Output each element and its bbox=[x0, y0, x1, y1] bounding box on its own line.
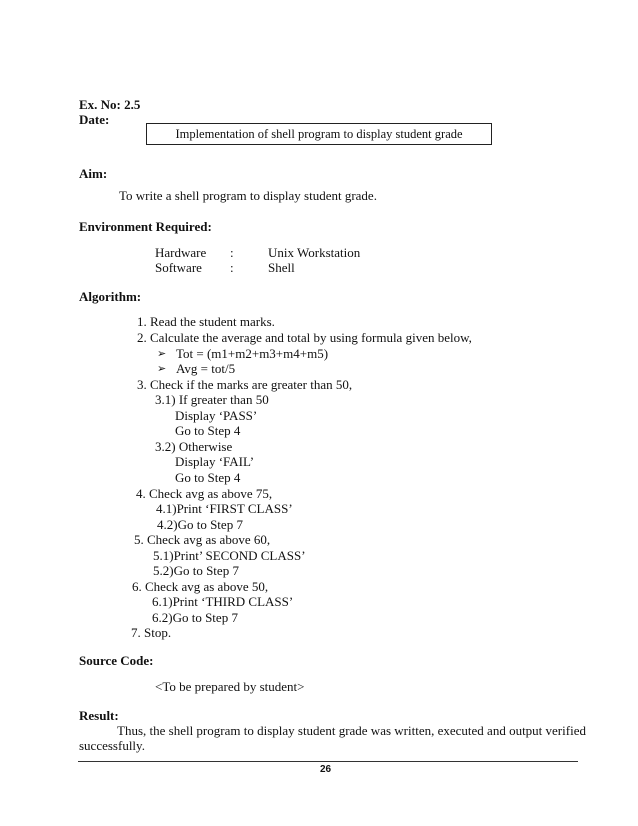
algo-line: Display ‘FAIL’ bbox=[175, 454, 255, 469]
page-number: 26 bbox=[320, 764, 332, 775]
algo-line: 6.2)Go to Step 7 bbox=[152, 610, 238, 625]
env-software-sep: : bbox=[230, 260, 234, 275]
algo-step-2: 2. Calculate the average and total by using formula given below, bbox=[137, 330, 472, 345]
footer-divider bbox=[78, 761, 578, 762]
algo-formula-average: Avg = tot/5 bbox=[176, 361, 236, 376]
algo-step-5: 5. Check avg as above 60, bbox=[134, 532, 271, 547]
algo-line: 5.1)Print’ SECOND CLASS’ bbox=[153, 548, 306, 563]
env-software-label: Software bbox=[155, 260, 202, 275]
result-text-line-2: successfully. bbox=[79, 738, 145, 753]
result-heading: Result: bbox=[79, 708, 119, 723]
algo-step-7: 7. Stop. bbox=[131, 625, 172, 640]
exercise-title: Implementation of shell program to display student grade bbox=[175, 126, 463, 141]
algo-line: 6.1)Print ‘THIRD CLASS’ bbox=[152, 594, 294, 609]
aim-text: To write a shell program to display student grade. bbox=[119, 188, 377, 203]
env-software-value: Shell bbox=[268, 260, 295, 275]
algo-line: 5.2)Go to Step 7 bbox=[153, 563, 239, 578]
bullet-arrow-icon: ➢ bbox=[157, 363, 167, 375]
algo-line: Go to Step 4 bbox=[175, 470, 241, 485]
algo-line: 4.2)Go to Step 7 bbox=[157, 517, 243, 532]
source-code-heading: Source Code: bbox=[79, 653, 154, 668]
exercise-number: Ex. No: 2.5 bbox=[79, 97, 141, 112]
source-code-text: <To be prepared by student> bbox=[155, 679, 305, 694]
date-label: Date: bbox=[79, 112, 110, 127]
algo-step-3: 3. Check if the marks are greater than 50, bbox=[137, 377, 353, 392]
algo-step-4: 4. Check avg as above 75, bbox=[136, 486, 273, 501]
algo-line: 4.1)Print ‘FIRST CLASS’ bbox=[156, 501, 293, 516]
result-text-line-1: Thus, the shell program to display student grade was written, executed and output verified bbox=[117, 723, 586, 738]
algo-line: Display ‘PASS’ bbox=[175, 408, 258, 423]
env-hardware-value: Unix Workstation bbox=[268, 245, 361, 260]
algo-step-3-2: 3.2) Otherwise bbox=[155, 439, 233, 454]
environment-heading: Environment Required: bbox=[79, 219, 212, 234]
env-hardware-sep: : bbox=[230, 245, 234, 260]
algo-line: Go to Step 4 bbox=[175, 423, 241, 438]
algorithm-heading: Algorithm: bbox=[79, 289, 142, 304]
bullet-arrow-icon: ➢ bbox=[157, 348, 167, 360]
aim-heading: Aim: bbox=[79, 166, 108, 181]
algo-step-6: 6. Check avg as above 50, bbox=[132, 579, 269, 594]
algo-formula-total: Tot = (m1+m2+m3+m4+m5) bbox=[176, 346, 329, 361]
title-box bbox=[146, 123, 492, 145]
algo-step-3-1: 3.1) If greater than 50 bbox=[155, 392, 269, 407]
env-hardware-label: Hardware bbox=[155, 245, 207, 260]
algo-step-1: 1. Read the student marks. bbox=[137, 314, 275, 329]
